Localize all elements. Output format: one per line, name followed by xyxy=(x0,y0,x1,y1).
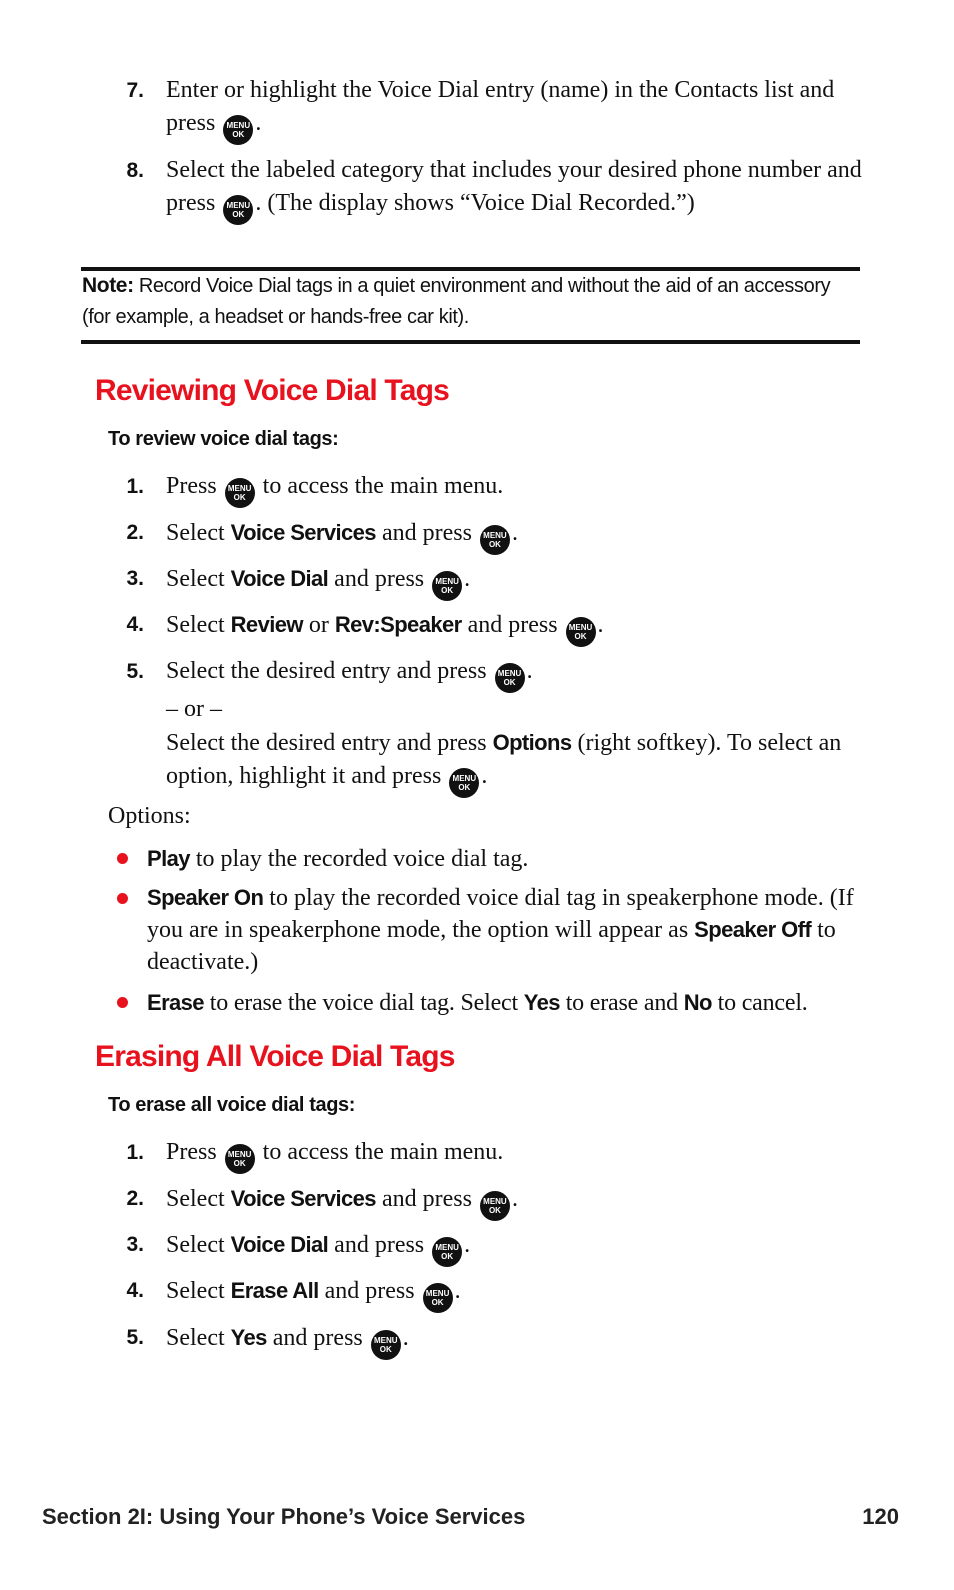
note-text: Note: Record Voice Dial tags in a quiet environment and without the aid of an accessory (for example, a headset or hands-free car kit). xyxy=(82,274,831,328)
step-number: 2. xyxy=(126,521,144,544)
step-number: 8. xyxy=(126,159,144,182)
menu-ok-icon: MENU OK xyxy=(480,1191,510,1221)
menu-ok-icon: MENU OK xyxy=(480,525,510,555)
step-number: 3. xyxy=(126,567,144,590)
menu-ok-icon: MENU OK xyxy=(371,1330,401,1360)
step-number: 4. xyxy=(126,1279,144,1302)
menu-keyword: Yes xyxy=(230,1325,267,1350)
menu-ok-icon: MENU OK xyxy=(423,1283,453,1313)
step-text: Select Voice Dial and press MENU OK . xyxy=(166,562,866,601)
menu-ok-icon: MENU OK xyxy=(225,478,255,508)
step-text: Press MENU OK to access the main menu. xyxy=(166,1136,866,1174)
menu-keyword: Voice Dial xyxy=(230,566,329,591)
menu-ok-icon: MENU OK xyxy=(449,768,479,798)
menu-ok-icon: MENU OK xyxy=(432,1237,462,1267)
bullet-icon xyxy=(117,893,128,904)
option-speaker-on: Speaker On to play the recorded voice dial tag in speakerphone mode. (If you are in speakerphone mode, the option will appear as Speaker Off to deactivate.) xyxy=(147,885,854,975)
step-text: Select Yes and press MENU OK . xyxy=(166,1321,866,1360)
option-play: Play to play the recorded voice dial tag. xyxy=(147,846,529,872)
options-label: Options: xyxy=(108,803,191,829)
footer-section-title: Section 2I: Using Your Phone’s Voice Services xyxy=(42,1504,526,1529)
step-text: Select Review or Rev:Speaker and press MENU OK . xyxy=(166,608,866,647)
step-text: Select Erase All and press MENU OK . xyxy=(166,1274,866,1313)
section-heading-reviewing: Reviewing Voice Dial Tags xyxy=(95,374,450,407)
step-number: 4. xyxy=(126,613,144,636)
menu-ok-icon: MENU OK xyxy=(495,663,525,693)
note-label: Note: xyxy=(82,274,134,297)
menu-keyword: Options xyxy=(492,730,572,755)
step-number: 5. xyxy=(126,1326,144,1349)
menu-keyword: Voice Services xyxy=(230,1186,376,1211)
menu-ok-icon: MENU OK xyxy=(223,195,253,225)
menu-ok-icon: MENU OK xyxy=(432,571,462,601)
step-text: Select the labeled category that includes your desired phone number and press MENU OK . (The display shows “Voice Dial Recorded.”) xyxy=(166,154,866,225)
menu-keyword: Rev:Speaker xyxy=(334,612,462,637)
step-text: Select the desired entry and press MENU OK . – or – Select the desired entry and press Options (right softkey). To select an option, highlight it and press MENU OK . xyxy=(166,655,866,798)
option-erase: Erase to erase the voice dial tag. Select Yes to erase and No to cancel. xyxy=(147,990,808,1016)
step-number: 3. xyxy=(126,1233,144,1256)
subheading-erasing: To erase all voice dial tags: xyxy=(108,1094,356,1116)
step-number: 1. xyxy=(126,475,144,498)
step-text: Select Voice Dial and press MENU OK . xyxy=(166,1228,866,1267)
step-number: 7. xyxy=(126,79,144,102)
subheading-reviewing: To review voice dial tags: xyxy=(108,428,339,450)
step-text: Select Voice Services and press MENU OK . xyxy=(166,516,866,555)
step-text: Enter or highlight the Voice Dial entry (name) in the Contacts list and press MENU OK . xyxy=(166,74,866,145)
page-number: 120 xyxy=(862,1504,899,1529)
menu-ok-icon: MENU OK xyxy=(225,1144,255,1174)
note-bottom-rule xyxy=(81,340,860,344)
step-number: 2. xyxy=(126,1187,144,1210)
menu-ok-icon: MENU OK xyxy=(223,115,253,145)
section-heading-erasing: Erasing All Voice Dial Tags xyxy=(95,1040,455,1073)
menu-keyword: Voice Dial xyxy=(230,1232,329,1257)
or-separator: – or – xyxy=(166,696,222,722)
menu-keyword: Voice Services xyxy=(230,520,376,545)
menu-keyword: Review xyxy=(230,612,303,637)
step-number: 1. xyxy=(126,1141,144,1164)
menu-ok-icon: MENU OK xyxy=(566,617,596,647)
step-text: Select Voice Services and press MENU OK . xyxy=(166,1182,866,1221)
bullet-icon xyxy=(117,853,128,864)
bullet-icon xyxy=(117,997,128,1008)
step-number: 5. xyxy=(126,660,144,683)
step-text: Press MENU OK to access the main menu. xyxy=(166,470,866,508)
menu-keyword: Erase All xyxy=(230,1278,319,1303)
